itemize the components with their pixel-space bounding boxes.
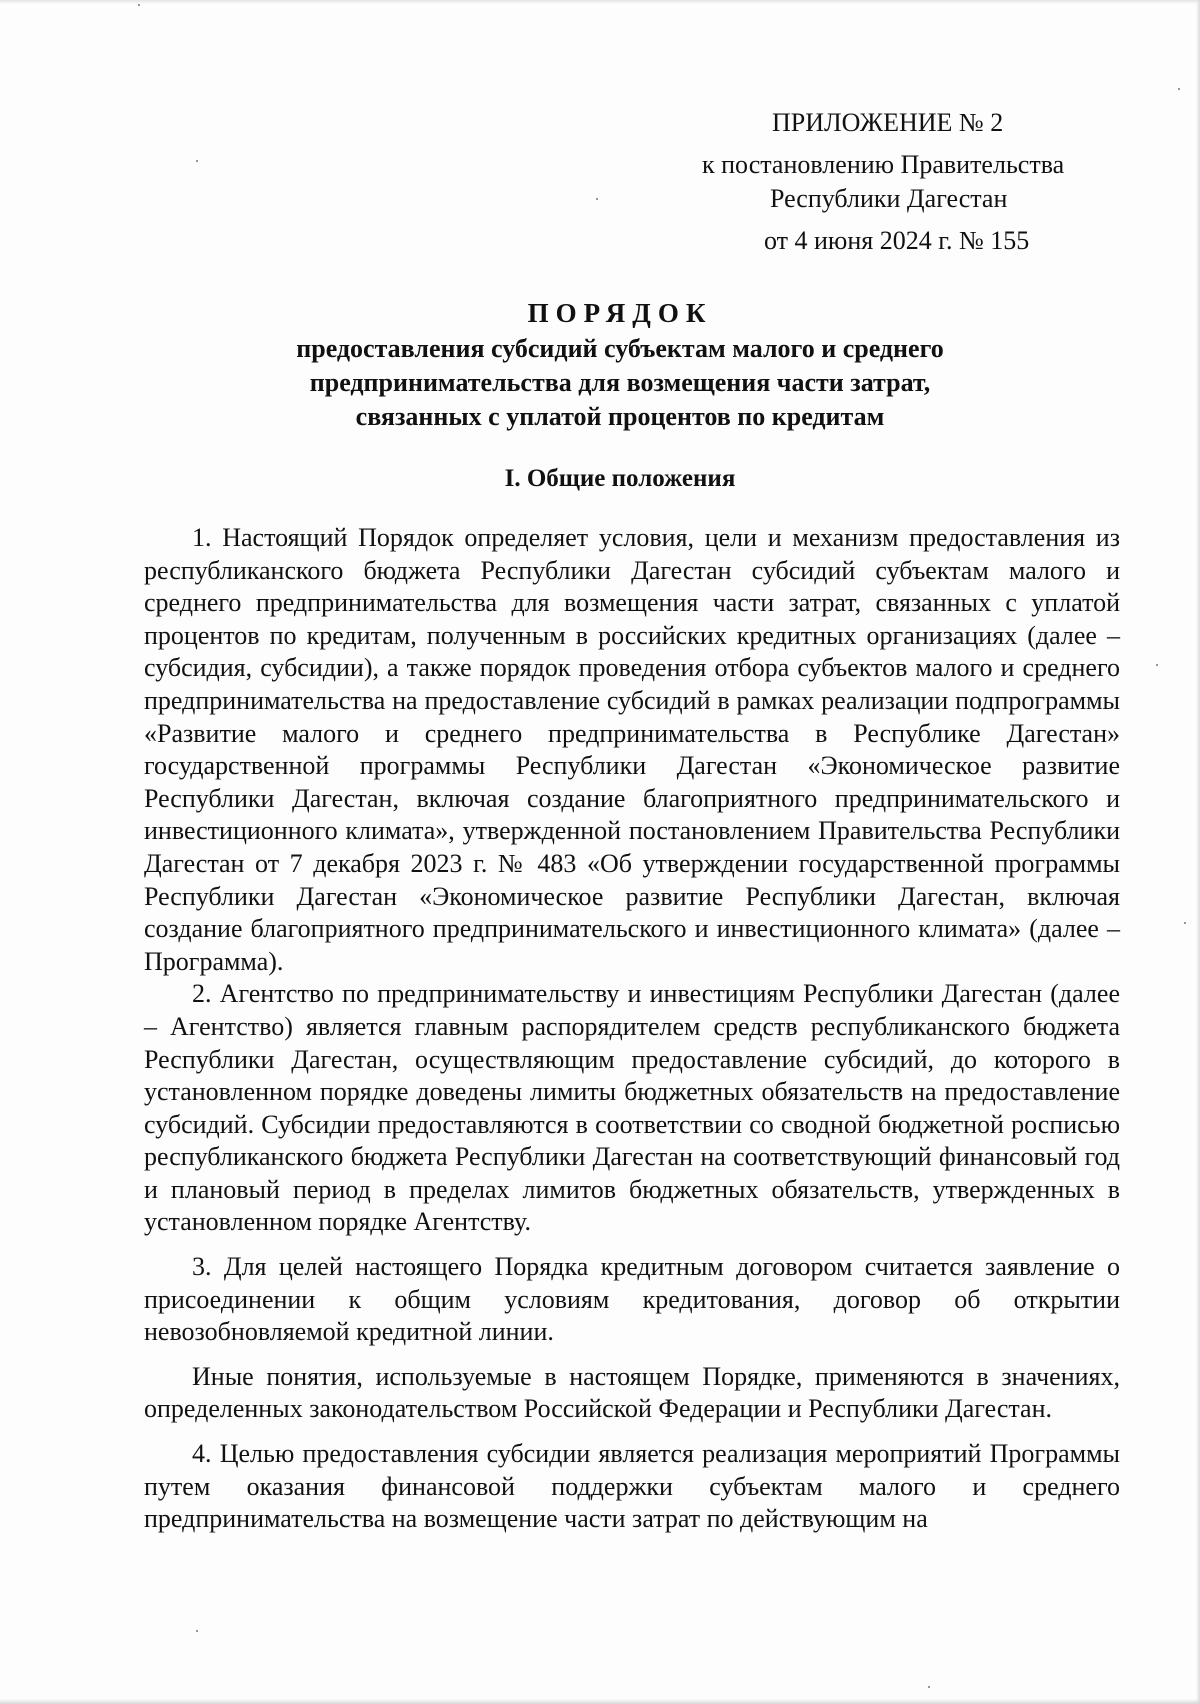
scan-speck (1184, 922, 1186, 924)
paragraph-3-continued: Иные понятия, используемые в настоящем Порядке, применяются в значениях, определенных законодательством Российской Федерации и Республики Дагестан. (144, 1361, 1120, 1424)
document-body (144, 522, 1120, 1536)
title-heading: ПОРЯДОК (527, 298, 713, 328)
scan-speck (928, 1686, 930, 1688)
scan-speck (1178, 88, 1180, 90)
paragraph-3: 3. Для целей настоящего Порядка кредитным договором считается заявление о присоединении к общим условиям кредитования, договор об открытии невозобновляемой кредитной линии. (144, 1252, 1120, 1347)
paragraph-4: 4. Целью предоставления субсидии является реализация мероприятий Программы путем оказания финансовой поддержки субъектам малого и среднего предпринимательства на возмещение части затрат по действующим на (144, 1439, 1120, 1534)
scan-edge-right (1196, 0, 1200, 1704)
scan-speck (1156, 664, 1158, 666)
scan-speck (138, 4, 140, 6)
paragraph-1: 1. Настоящий Порядок определяет условия, цели и механизм предоставления из республиканского бюджета Республики Дагестан субсидий субъектам малого и среднего предпринимательства для возмещения части затрат, связанных с уплатой процентов по кредитам, полученным в российских кредитных организациях (далее – субсидия, субсидии), а также порядок проведения отбора субъектов малого и среднего предпринимательства на предоставление субсидий в рамках реализации подпрограммы «Развитие малого и среднего предпринимательства в Республике Дагестан» государственной программы Республики Дагестан «Экономическое развитие Республики Дагестан, включая создание благоприятного предпринимательского и инвестиционного климата», утвержденной постановлением Правительства Республики Дагестан от 7 декабря 2023 г. № 483 «Об утверждении государственной программы Республики Дагестан «Экономическое развитие Республики Дагестан, включая создание благоприятного предпринимательского и инвестиционного климата» (далее – Программа). (144, 523, 1120, 976)
scan-speck (596, 198, 598, 200)
scan-speck (196, 1630, 198, 1632)
appendix-number: ПРИЛОЖЕНИЕ № 2 (772, 108, 1004, 137)
section-heading: I. Общие положения (504, 465, 736, 492)
title-line-1: предоставления субсидий субъектам малого и среднего (296, 334, 944, 363)
scan-edge-bottom (0, 1699, 1200, 1704)
title-line-2: предпринимательства для возмещения части затрат, (309, 368, 931, 397)
resolution-reference: к постановлению Правительства (702, 150, 1065, 179)
document-title (120, 296, 1120, 434)
resolution-date: от 4 июня 2024 г. № 155 (764, 226, 1030, 255)
title-line-3: связанных с уплатой процентов по кредитам (355, 402, 885, 431)
scan-speck (196, 160, 198, 162)
scan-edge-top (0, 0, 1200, 4)
paragraph-2: 2. Агентство по предпринимательству и инвестициям Республики Дагестан (далее – Агентство) является главным распорядителем средств республиканского бюджета Республики Дагестан, осуществляющим предоставление субсидий, до которого в установленном порядке доведены лимиты бюджетных обязательств на предоставление субсидий. Субсидии предоставляются в соответствии со сводной бюджетной росписью республиканского бюджета Республики Дагестан на соответствующий финансовый год и плановый период в пределах лимитов бюджетных обязательств, утвержденных в установленном порядке Агентству. (144, 979, 1120, 1237)
republic-name: Республики Дагестан (770, 184, 1008, 213)
